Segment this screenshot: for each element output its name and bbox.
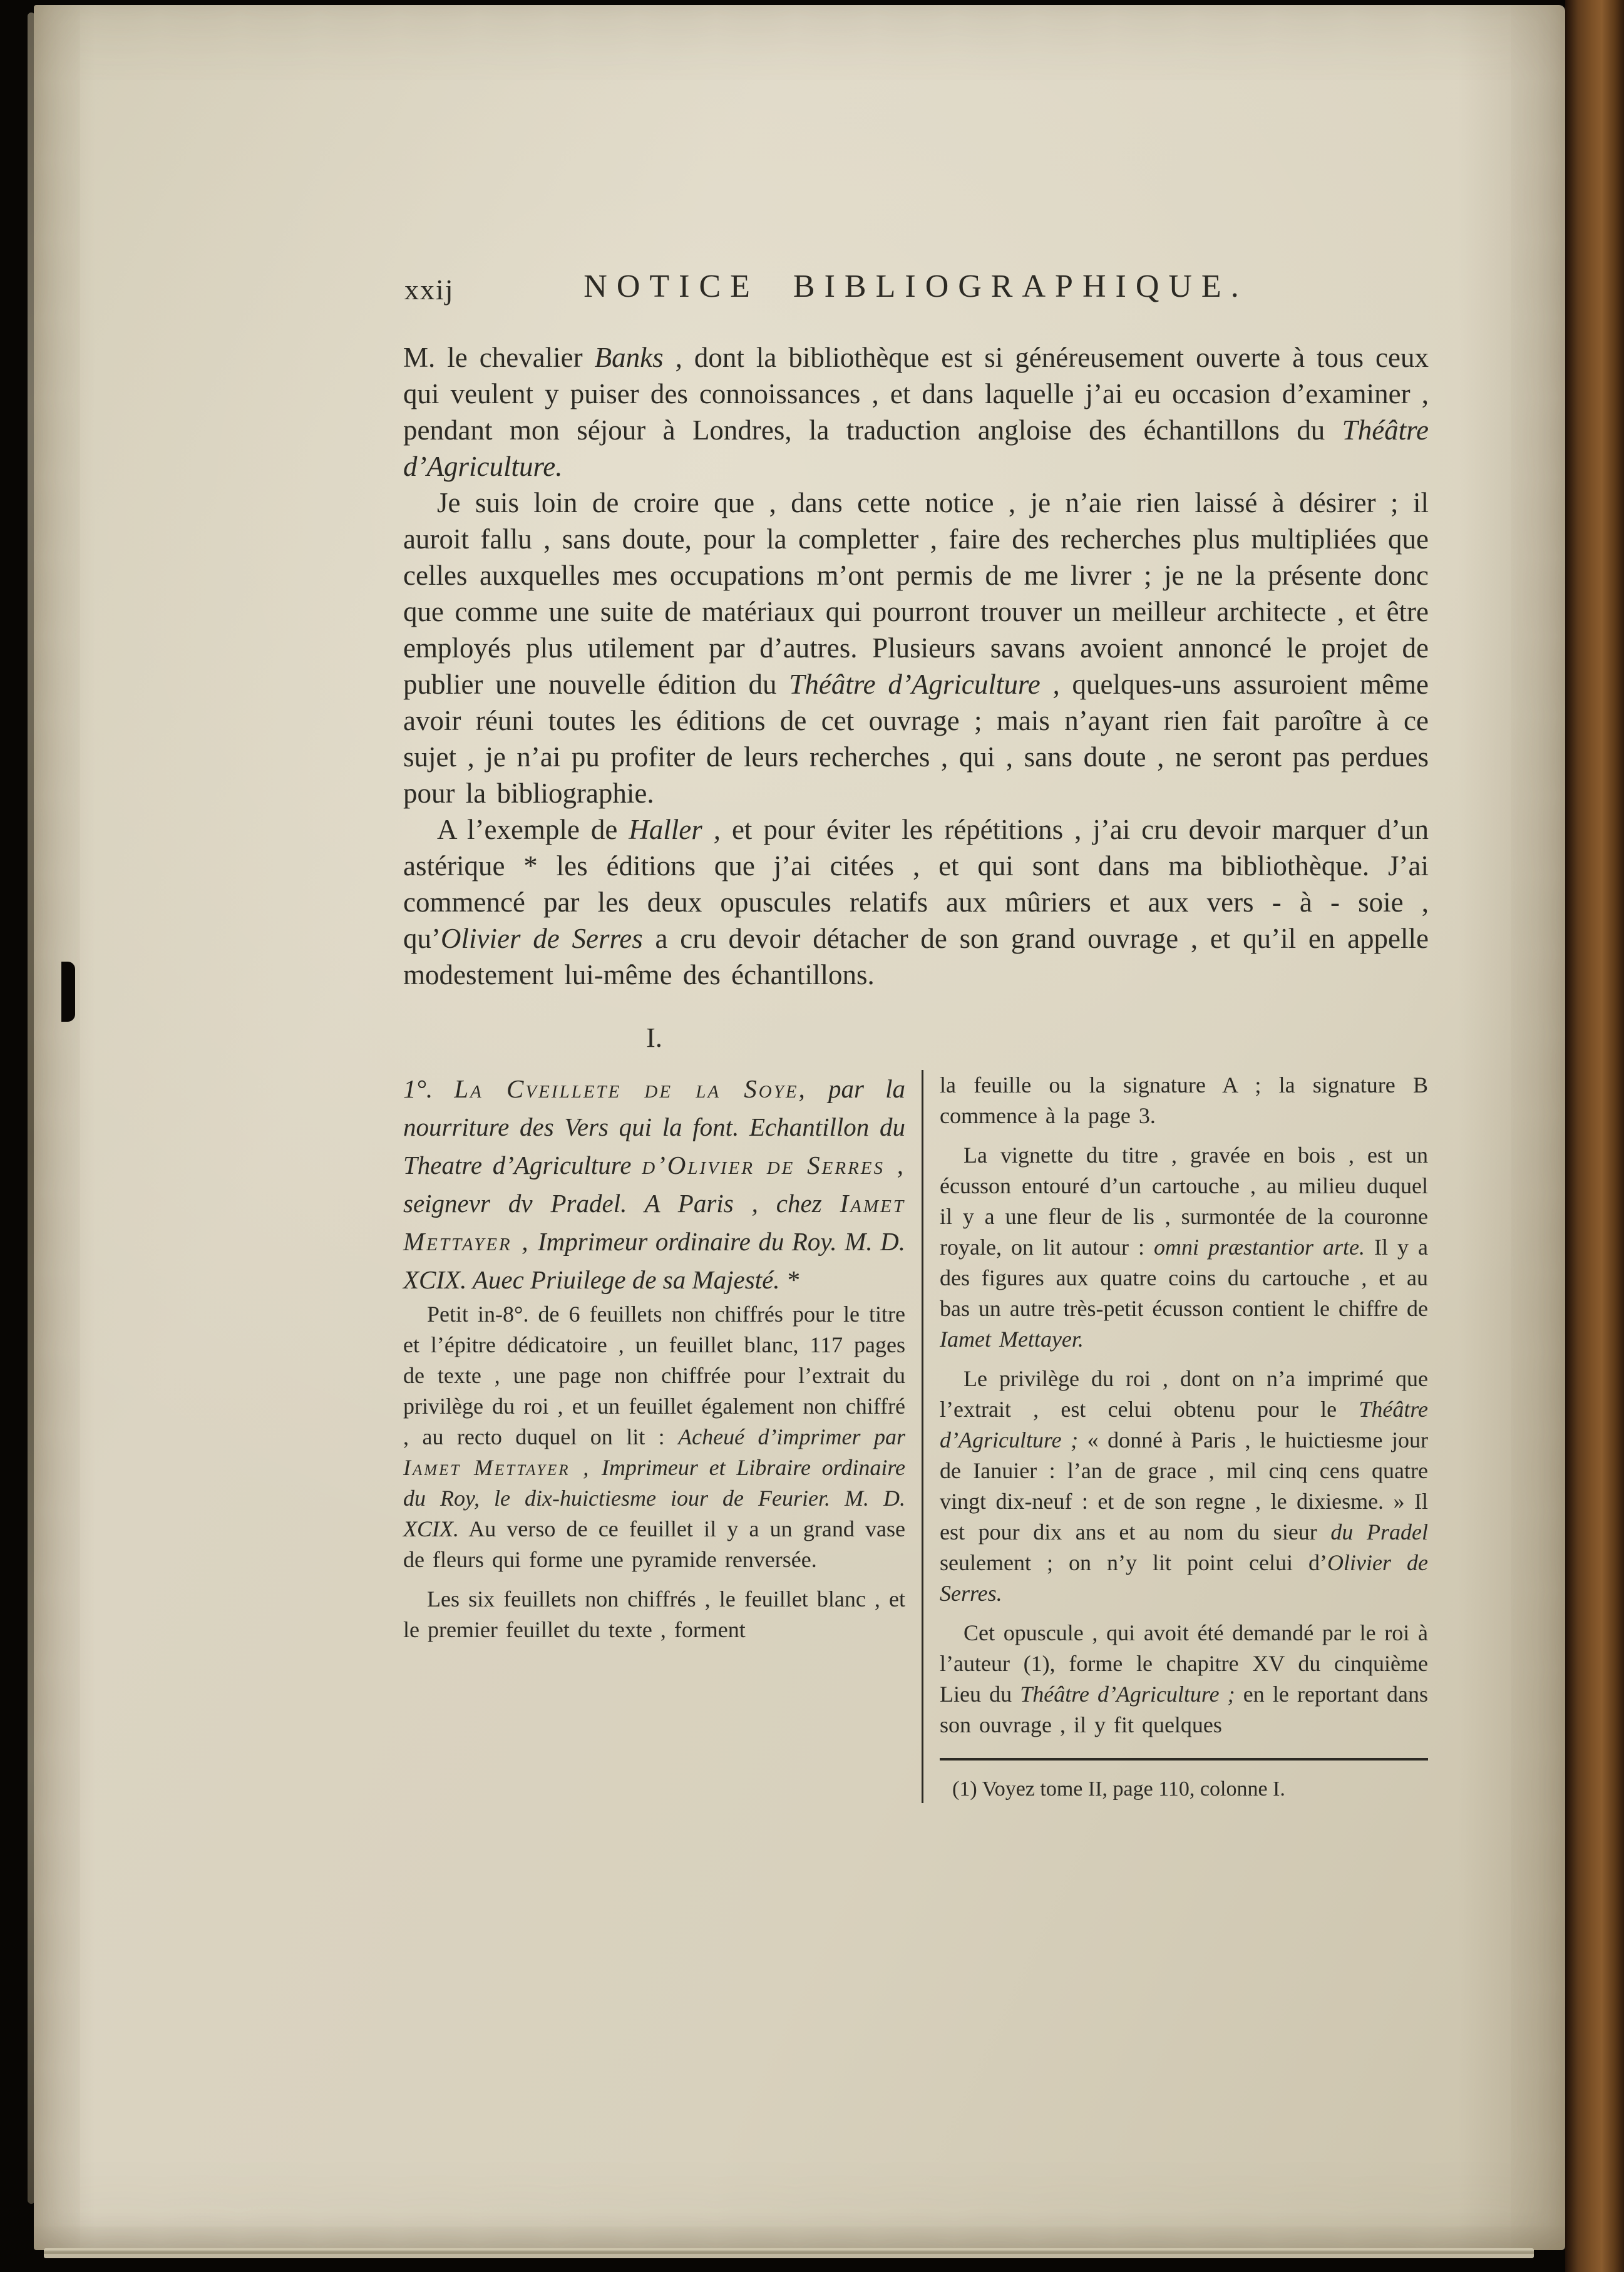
column-divider-rule xyxy=(922,1070,923,1803)
page-header xyxy=(403,268,1429,309)
footnote-text: (1) Voyez tome II, page 110, colonne I. xyxy=(952,1777,1285,1801)
entry-paragraph-opuscule: Cet opuscule , qui avoit été demandé par le roi à l’auteur (1), forme le chapitre XV du cinquième Lieu du Théâtre d’Agriculture ; en le reportant dans son ouvrage , il y fit quelques xyxy=(940,1620,1428,1737)
page-edge-notch xyxy=(61,962,75,1022)
entry-paragraph-privilege: Le privilège du roi , dont on n’a imprimé que l’extrait , est celui obtenu pour le Théâtre d’Agriculture ; « donné à Paris , le huictiesme jour de Ianuier : l’an de grace , mil cinq cens quatre vingt dix-neuf : et de son regne , le dixiesme. » Il est pour dix ans et au nom du sieur du Pradel seulement ; on n’y lit point celui d’Olivier de Serres. xyxy=(940,1366,1428,1606)
entry-title: 1°. La Cveillete de la Soye, par la nourriture des Vers qui la font. Echantillon du Theatre d’Agriculture d’Olivier de Serres , seignevr dv Pradel. A Paris , chez Iamet Mettayer , Imprimeur ordinaire du Roy. M. D. XCIX. Auec Priuilege de sa Majesté. * xyxy=(403,1074,905,1294)
intro-paragraph-3: A l’exemple de Haller , et pour éviter les répétitions , j’ai cru devoir marquer d’un astérique * les éditions que j’ai citées , et qui sont dans ma bibliothèque. J’ai commencé par les deux opuscules relatifs aux mûriers et aux vers - à - soie , qu’Olivier de Serres a cru devoir détacher de son grand ouvrage , et qu’il en appelle modestement lui-même des échantillons. xyxy=(403,814,1429,990)
page-text-block xyxy=(403,268,1429,1803)
book-page xyxy=(34,5,1565,2250)
entry-paragraph-collation: Petit in-8°. de 6 feuillets non chiffrés pour le titre et l’épitre dédicatoire , un feuillet blanc, 117 pages de texte , une page non chiffrée pour l’extrait du privilège du roi , et un feuillet également non chiffré , au recto duquel on lit : Acheué d’imprimer par Iamet Mettayer , Imprimeur et Libraire ordinaire du Roy, le dix-huictiesme iour de Feurier. M. D. XCIX. Au verso de ce feuillet il y a un grand vase de fleurs qui forme une pyramide renversée. xyxy=(403,1302,906,1572)
running-head: NOTICE BIBLIOGRAPHIQUE. xyxy=(583,269,1248,304)
section-heading: I. xyxy=(646,1022,662,1053)
right-column xyxy=(940,1070,1428,1803)
introduction xyxy=(403,339,1429,993)
book-binding-edge xyxy=(1565,0,1624,2272)
entry-paragraph-sheets: Les six feuillets non chiffrés , le feuillet blanc , et le premier feuillet du texte , forment xyxy=(403,1586,905,1642)
entry-paragraph-vignette: La vignette du titre , gravée en bois , est un écusson entouré d’un cartouche , au milieu duquel il y a une fleur de lis , surmontée de la couronne royale, on lit autour : omni præstantior arte. Il y a des figures aux quatre coins du cartouche , et au bas un autre très-petit écusson contient le chiffre de Iamet Mettayer. xyxy=(940,1143,1428,1352)
footnote-rule xyxy=(940,1758,1428,1761)
entry-paragraph-signature: la feuille ou la signature A ; la signature B commence à la page 3. xyxy=(940,1072,1428,1128)
two-column-area xyxy=(403,1070,1429,1803)
page-number: xxij xyxy=(404,274,455,306)
left-column xyxy=(403,1070,905,1803)
intro-paragraph-2: Je suis loin de croire que , dans cette notice , je n’aie rien laissé à désirer ; il auroit fallu , sans doute, pour la completter , faire des recherches plus multipliées que celles auxquelles mes occupations m’ont permis de me livrer ; je ne la présente donc que comme une suite de matériaux qui pourront trouver un meilleur architecte , et être employés plus utilement par d’autres. Plusieurs savans avoient annoncé le projet de publier une nouvelle édition du Théâtre d’Agriculture , quelques-uns assuroient même avoir réuni toutes les éditions de cet ouvrage ; mais n’ayant rien fait paroître à ce sujet , je n’ai pu profiter de leurs recherches , qui , sans doute , ne seront pas perdues pour la bibliographie. xyxy=(403,487,1429,809)
page-edge-bottom xyxy=(44,2248,1534,2258)
intro-paragraph-1: M. le chevalier Banks , dont la bibliothèque est si généreusement ouverte à tous ceux qui veulent y puiser des connoissances , et dans laquelle j’ai eu occasion d’examiner , pendant mon séjour à Londres, la traduction angloise des échantillons du Théâtre d’Agriculture. xyxy=(403,342,1429,482)
